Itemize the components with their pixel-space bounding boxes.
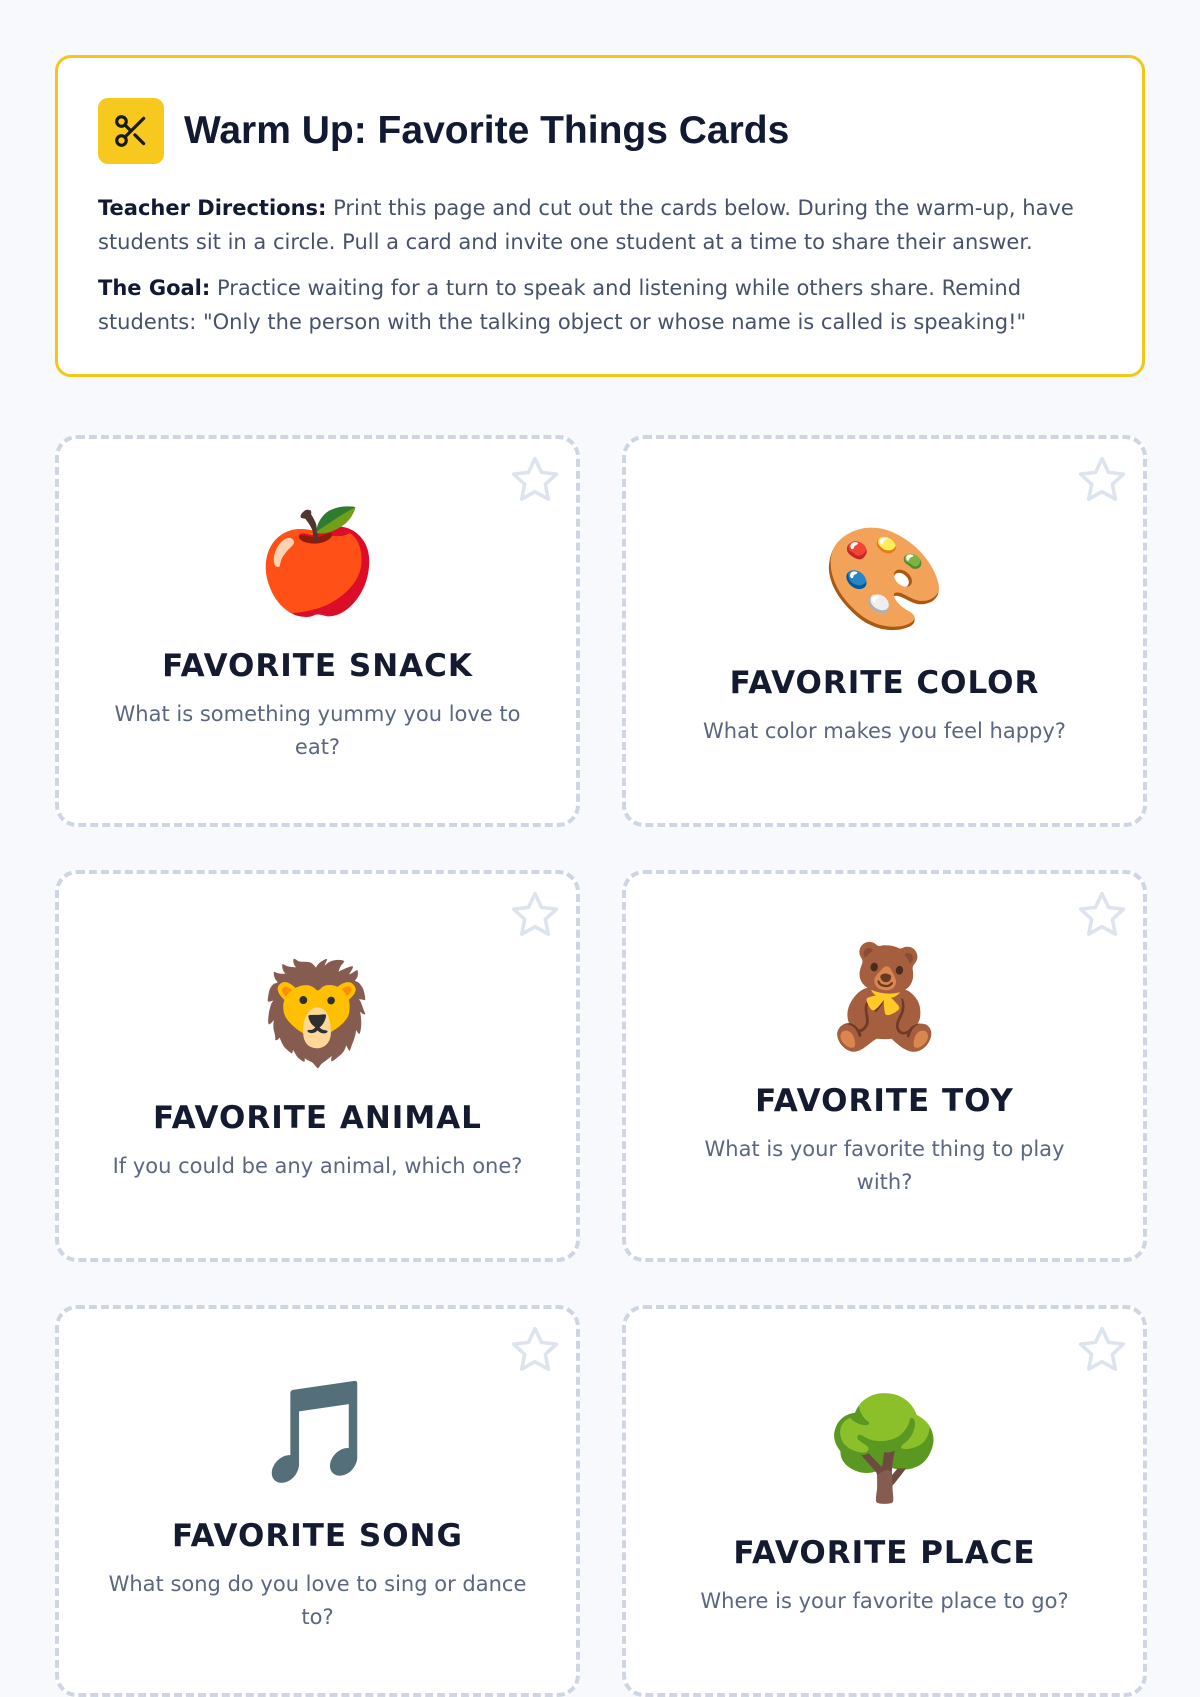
scissors-badge xyxy=(98,98,164,164)
title-row xyxy=(98,98,789,164)
card-body xyxy=(646,1309,1123,1693)
teacher-directions xyxy=(98,191,1108,259)
card-question: What song do you love to sing or dance to? xyxy=(108,1572,527,1629)
card-title: FAVORITE PLACE xyxy=(733,1534,1036,1571)
card-favorite-toy xyxy=(622,870,1147,1262)
tree-icon: 🌳 xyxy=(822,1389,947,1507)
scissors-icon xyxy=(112,112,150,150)
directions-panel xyxy=(55,55,1145,377)
card-title: FAVORITE SNACK xyxy=(162,648,473,684)
goal-text-block xyxy=(98,271,1108,339)
card-body xyxy=(79,1309,556,1693)
card-question: What color makes you feel happy? xyxy=(703,718,1066,743)
card-title: FAVORITE COLOR xyxy=(729,664,1040,701)
card-question: If you could be any animal, which one? xyxy=(112,1153,523,1178)
card-title: FAVORITE ANIMAL xyxy=(153,1099,482,1136)
apple-icon: 🍎 xyxy=(255,503,380,620)
card-favorite-place xyxy=(622,1305,1147,1697)
teddy-bear-icon: 🧸 xyxy=(822,938,947,1055)
page-title: Warm Up: Favorite Things Cards xyxy=(184,109,790,152)
card-question: What is your favorite thing to play with? xyxy=(704,1137,1065,1194)
palette-icon: 🎨 xyxy=(822,519,947,637)
music-note-icon: 🎵 xyxy=(255,1373,380,1490)
card-body xyxy=(646,439,1123,823)
card-favorite-animal xyxy=(55,870,580,1262)
directions-text: Print this page and cut out the cards below. During the warm-up, have students sit in a circle. Pull a card and invite one student at a time to share their answer. xyxy=(98,196,1074,254)
lion-icon: 🦁 xyxy=(255,954,380,1072)
card-favorite-color xyxy=(622,435,1147,827)
card-title: FAVORITE SONG xyxy=(172,1518,463,1554)
card-body xyxy=(646,874,1123,1258)
card-body xyxy=(79,874,556,1258)
goal-label: The Goal: xyxy=(98,276,211,300)
card-title: FAVORITE TOY xyxy=(755,1083,1014,1119)
card-favorite-snack xyxy=(55,435,580,827)
card-question: Where is your favorite place to go? xyxy=(700,1588,1069,1613)
directions-label: Teacher Directions: xyxy=(98,196,327,220)
card-favorite-song xyxy=(55,1305,580,1697)
card-question: What is something yummy you love to eat? xyxy=(114,702,521,759)
goal-text: Practice waiting for a turn to speak and listening while others share. Remind students: "Only the person with the talking object or whose name is called is speaking!" xyxy=(98,276,1027,334)
card-body xyxy=(79,439,556,823)
